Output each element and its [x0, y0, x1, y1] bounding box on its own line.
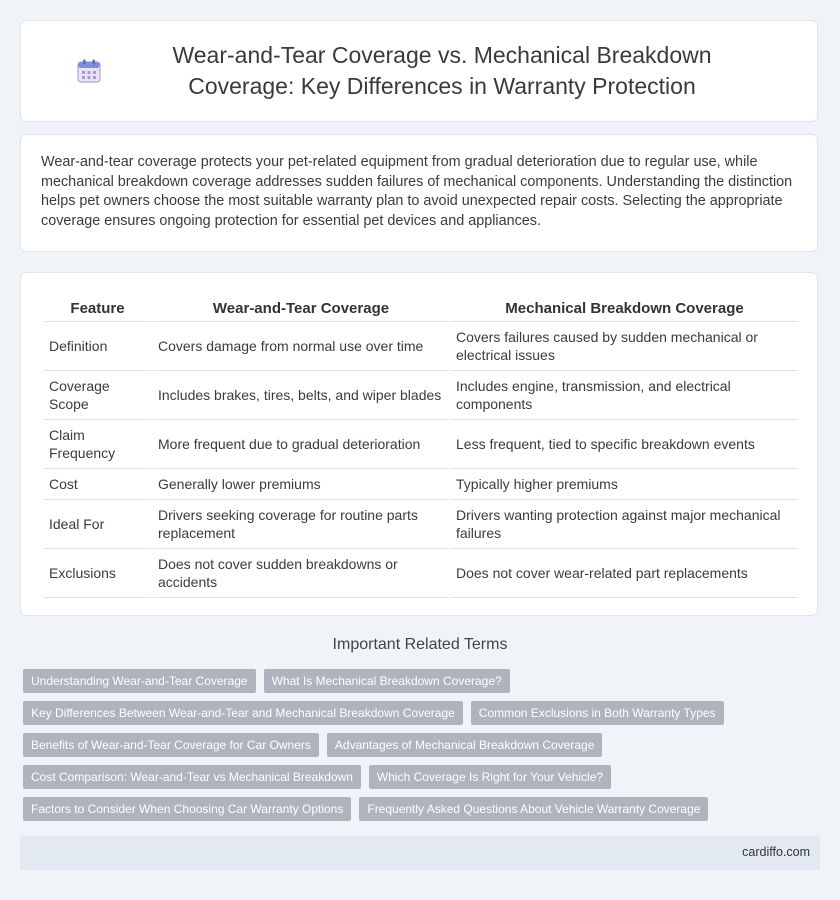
- related-term-link[interactable]: Frequently Asked Questions About Vehicle Warranty Coverage: [359, 797, 708, 821]
- related-terms-list: [23, 669, 823, 829]
- table-cell: Cost: [44, 469, 151, 500]
- table-cell: Exclusions: [44, 549, 151, 598]
- page-title: Wear-and-Tear Coverage vs. Mechanical Breakdown Coverage: Key Differences in Warranty Protection: [172, 42, 712, 99]
- related-term-link[interactable]: Factors to Consider When Choosing Car Warranty Options: [23, 797, 351, 821]
- table-header-row: [44, 295, 798, 322]
- table-cell: Ideal For: [44, 500, 151, 549]
- table-cell: Drivers seeking coverage for routine parts replacement: [153, 500, 449, 549]
- column-header: Feature: [44, 295, 151, 322]
- related-term-link[interactable]: Understanding Wear-and-Tear Coverage: [23, 669, 256, 693]
- related-term-link[interactable]: Key Differences Between Wear-and-Tear and Mechanical Breakdown Coverage: [23, 701, 463, 725]
- table-row: [44, 500, 798, 549]
- table-cell: Includes brakes, tires, belts, and wiper blades: [153, 371, 449, 420]
- column-header: Wear-and-Tear Coverage: [153, 295, 449, 322]
- table-cell: More frequent due to gradual deterioration: [153, 420, 449, 469]
- table-cell: Does not cover sudden breakdowns or accidents: [153, 549, 449, 598]
- table-cell: Drivers wanting protection against major mechanical failures: [451, 500, 798, 549]
- related-term-link[interactable]: Which Coverage Is Right for Your Vehicle?: [369, 765, 611, 789]
- related-term-link[interactable]: Advantages of Mechanical Breakdown Coverage: [327, 733, 603, 757]
- comparison-card: [20, 272, 818, 616]
- related-term-link[interactable]: Benefits of Wear-and-Tear Coverage for Car Owners: [23, 733, 319, 757]
- table-cell: Typically higher premiums: [451, 469, 798, 500]
- table-cell: Covers failures caused by sudden mechanical or electrical issues: [451, 322, 798, 371]
- intro-card: [20, 134, 818, 252]
- related-term-link[interactable]: Common Exclusions in Both Warranty Types: [471, 701, 724, 725]
- table-row: [44, 420, 798, 469]
- related-term-link[interactable]: What Is Mechanical Breakdown Coverage?: [264, 669, 510, 693]
- calendar-icon: [76, 58, 102, 84]
- table-cell: Coverage Scope: [44, 371, 151, 420]
- comparison-table: [42, 295, 800, 598]
- column-header: Mechanical Breakdown Coverage: [451, 295, 798, 322]
- table-row: [44, 371, 798, 420]
- table-cell: Generally lower premiums: [153, 469, 449, 500]
- table-cell: Less frequent, tied to specific breakdown events: [451, 420, 798, 469]
- table-cell: Covers damage from normal use over time: [153, 322, 449, 371]
- table-row: [44, 322, 798, 371]
- table-cell: Does not cover wear-related part replacements: [451, 549, 798, 598]
- table-row: [44, 549, 798, 598]
- table-row: [44, 469, 798, 500]
- title-card: [20, 20, 818, 122]
- table-cell: Claim Frequency: [44, 420, 151, 469]
- intro-paragraph: Wear-and-tear coverage protects your pet-related equipment from gradual deterioration due to regular use, while mechanical breakdown coverage addresses sudden failures of mechanical components. Understanding the distinction helps pet owners choose the most suitable warranty plan to avoid unexpected repair costs. Selecting the appropriate coverage ensures ongoing protection for essential pet devices and appliances.: [41, 154, 793, 229]
- footer-site-link[interactable]: cardiffo.com: [742, 845, 810, 859]
- table-cell: Includes engine, transmission, and electrical components: [451, 371, 798, 420]
- related-terms-heading: Important Related Terms: [332, 636, 508, 653]
- related-term-link[interactable]: Cost Comparison: Wear-and-Tear vs Mechanical Breakdown: [23, 765, 361, 789]
- footer: [20, 836, 820, 870]
- table-cell: Definition: [44, 322, 151, 371]
